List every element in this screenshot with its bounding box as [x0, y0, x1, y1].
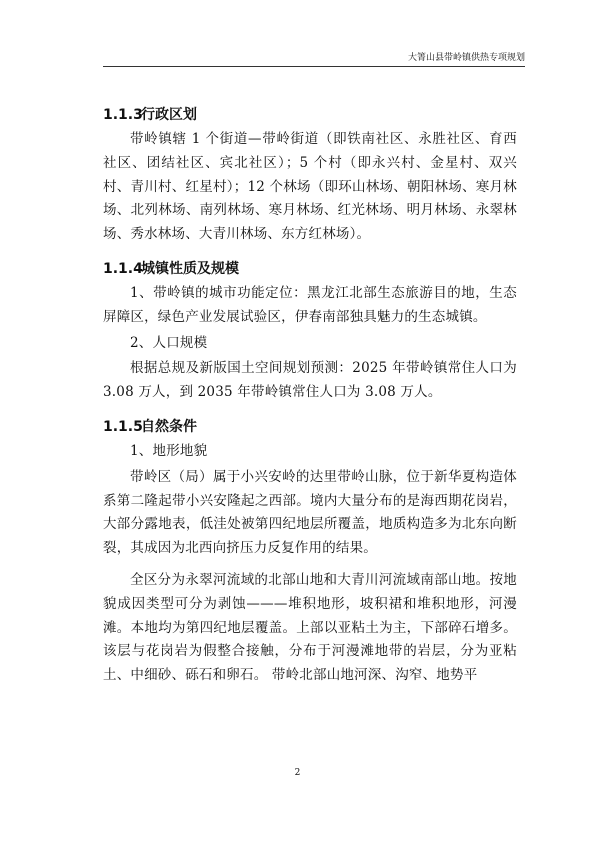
section-natural-conditions: [103, 416, 517, 688]
section-number: 1.1.5: [103, 418, 143, 435]
section-title: 行政区划: [141, 107, 197, 123]
section-admin-division: [103, 104, 517, 247]
paragraph: 2、人口规模: [130, 334, 208, 351]
section-number: 1.1.3: [103, 107, 143, 123]
section-number: 1.1.4: [103, 260, 143, 277]
document-body: [103, 104, 517, 688]
paragraph: 全区分为永翠河流域的北部山地和大青川河流域南部山地。按地貌成因类型可分为剥蚀———堆积地形，坡积裙和堆积地形，河漫滩。本地均为第四纪地层覆盖。上部以亚粘土为主，下部碎石增多。该层与花岗岩为假整合接触，分布于河漫滩地带的岩层，分为亚粘土、中细砂、砾石和卵石。 带岭北部山地河深、沟窄、地势平: [103, 571, 517, 684]
paragraph: 1、带岭镇的城市功能定位：黑龙江北部生态旅游目的地，生态屏障区，绿色产业发展试验区，伊春南部独具魅力的生态城镇。: [103, 284, 517, 325]
section-heading: [103, 416, 517, 438]
page-header: [103, 52, 525, 67]
page-number: 2: [294, 768, 301, 778]
section-heading: [103, 104, 517, 126]
paragraph: 带岭区（局）属于小兴安岭的达里带岭山脉，位于新华夏构造体系第二隆起带小兴安隆起之西部。境内大量分布的是海西期花岗岩，大部分露地表，低洼处被第四纪地层所覆盖，地质构造多为北东向断裂，其成因为北西向挤压力反复作用的结果。: [103, 468, 517, 557]
section-town-nature-scale: [103, 258, 517, 405]
section-title: 自然条件: [141, 418, 197, 435]
paragraph: 1、地形地貌: [130, 442, 208, 459]
section-heading: [103, 258, 517, 280]
paragraph: 带岭镇辖 1 个街道—带岭街道（即铁南社区、永胜社区、育西社区、团结社区、宾北社区）；5 个村（即永兴村、金星村、双兴村、青川村、红星村）；12 个林场（即环山林场、朝阳林场、寒月林场、北列林场、南列林场、寒月林场、红光林场、明月林场、永翠林场、秀水林场、大青川林场、东方红林场）。: [103, 131, 517, 243]
section-title: 城镇性质及规模: [141, 260, 239, 277]
header-title: 大箐山县带岭镇供热专项规划: [407, 53, 525, 63]
paragraph: 根据总规及新版国土空间规划预测：2025 年带岭镇常住人口为 3.08 万人，到 2035 年带岭镇常住人口为 3.08 万人。: [103, 360, 517, 401]
